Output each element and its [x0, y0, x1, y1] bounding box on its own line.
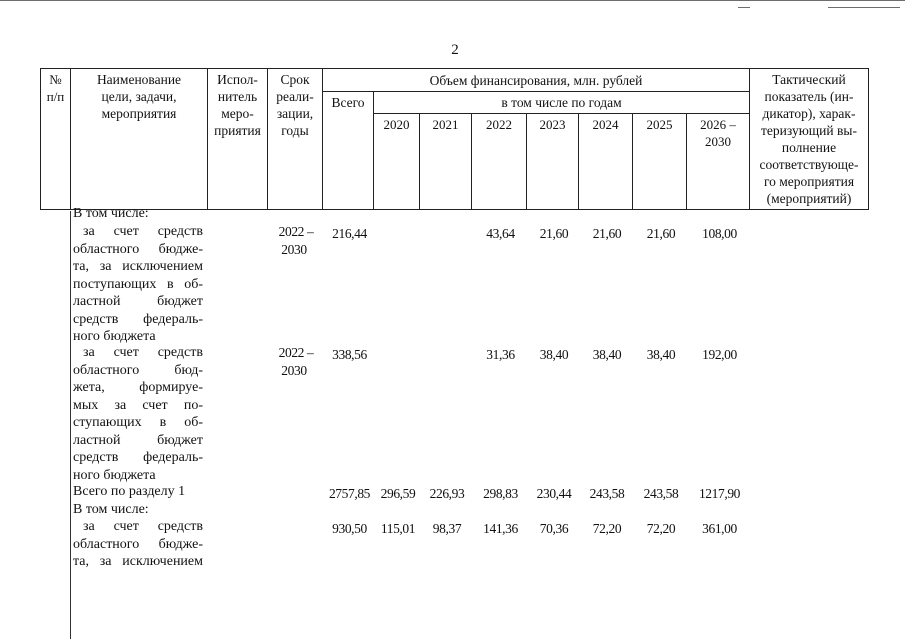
term-start: 2022 –: [278, 224, 314, 239]
value-2021: 98,37: [432, 521, 462, 536]
value-total: 930,50: [332, 521, 367, 536]
value-2025: 243,58: [643, 486, 679, 501]
value-2024: 38,40: [592, 347, 622, 362]
header-year-2022: 2022: [472, 114, 527, 210]
value-2026-2030: 361,00: [702, 521, 737, 536]
header-num: № п/п: [41, 69, 71, 210]
row-in-that-number-2: В том числе:: [73, 501, 149, 517]
value-2023: 21,60: [539, 226, 569, 241]
value-2022: 31,36: [486, 347, 515, 362]
header-by-years: в том числе по годам: [374, 92, 750, 114]
value-2022: 43,64: [486, 226, 515, 241]
value-2024: 72,20: [592, 521, 622, 536]
value-2023: 230,44: [536, 486, 572, 501]
term-end: 2030: [281, 362, 307, 378]
header-year-2021: 2021: [420, 114, 472, 210]
value-2024: 21,60: [592, 226, 622, 241]
value-2026-2030: 192,00: [702, 347, 737, 362]
table-body: В том числе: за счет средств областного бюдже- та, за исключением поступающих в об- ластной бюджет средств федераль- ного бюджета 2022 – 2030 216,44 43,64 21,60 21,60 21,60 108,00 за счет средств областного бюд- жета, формируе- мых за счет по- ступающих в об- ластной бюджет средств федераль- ного бюджета 2022 – 2030 338,56 31,36 38,40 38,40 38,40 192,00 Всего по разделу 1 2757,85 296,59 226,93 298,83 230,44 243,58 243,58 1217,90 В том числе: за счет средств областного бюдже- та, за исключением 930,50 115,01 98,37 141,36 70,36 72,20 72,20 361,00: [0, 0, 905, 639]
header-funding: Объем финансирования, млн. рублей: [323, 69, 750, 92]
header-year-2024: 2024: [579, 114, 633, 210]
value-2020: 115,01: [380, 521, 416, 536]
header-name: Наименование цели, задачи, мероприятия: [71, 69, 208, 210]
value-2024: 243,58: [589, 486, 625, 501]
term-start: 2022 –: [278, 345, 314, 360]
value-2023: 70,36: [539, 521, 569, 536]
header-year-2026-2030: 2026 – 2030: [687, 114, 750, 210]
value-total: 338,56: [332, 347, 367, 362]
value-2022: 298,83: [483, 486, 518, 501]
value-2025: 21,60: [646, 226, 676, 241]
header-year-2025: 2025: [633, 114, 687, 210]
value-2022: 141,36: [483, 521, 518, 536]
header-executor: Испол- нитель меро- приятия: [208, 69, 268, 210]
header-year-2020: 2020: [374, 114, 420, 210]
value-2026-2030: 108,00: [702, 226, 737, 241]
term-end: 2030: [281, 241, 307, 257]
row-in-that-number: В том числе:: [73, 206, 149, 221]
value-2021: 226,93: [429, 486, 465, 501]
header-term: Срок реали- зации, годы: [268, 69, 323, 210]
value-total: 216,44: [332, 226, 367, 241]
value-2020: 296,59: [380, 486, 416, 501]
header-year-2023: 2023: [527, 114, 579, 210]
value-2023: 38,40: [539, 347, 569, 362]
value-2025: 38,40: [646, 347, 676, 362]
header-indicator: Тактический показатель (ин- дикатор), харак- теризующий вы- полнение соответствующе- го мероприятия (мероприятий): [750, 69, 869, 210]
value-2026-2030: 1217,90: [698, 486, 741, 501]
value-2025: 72,20: [646, 521, 676, 536]
value-total: 2757,85: [328, 486, 371, 501]
header-total: Всего: [323, 92, 374, 210]
body-left-border: [70, 211, 71, 639]
page-number: 2: [451, 42, 459, 58]
